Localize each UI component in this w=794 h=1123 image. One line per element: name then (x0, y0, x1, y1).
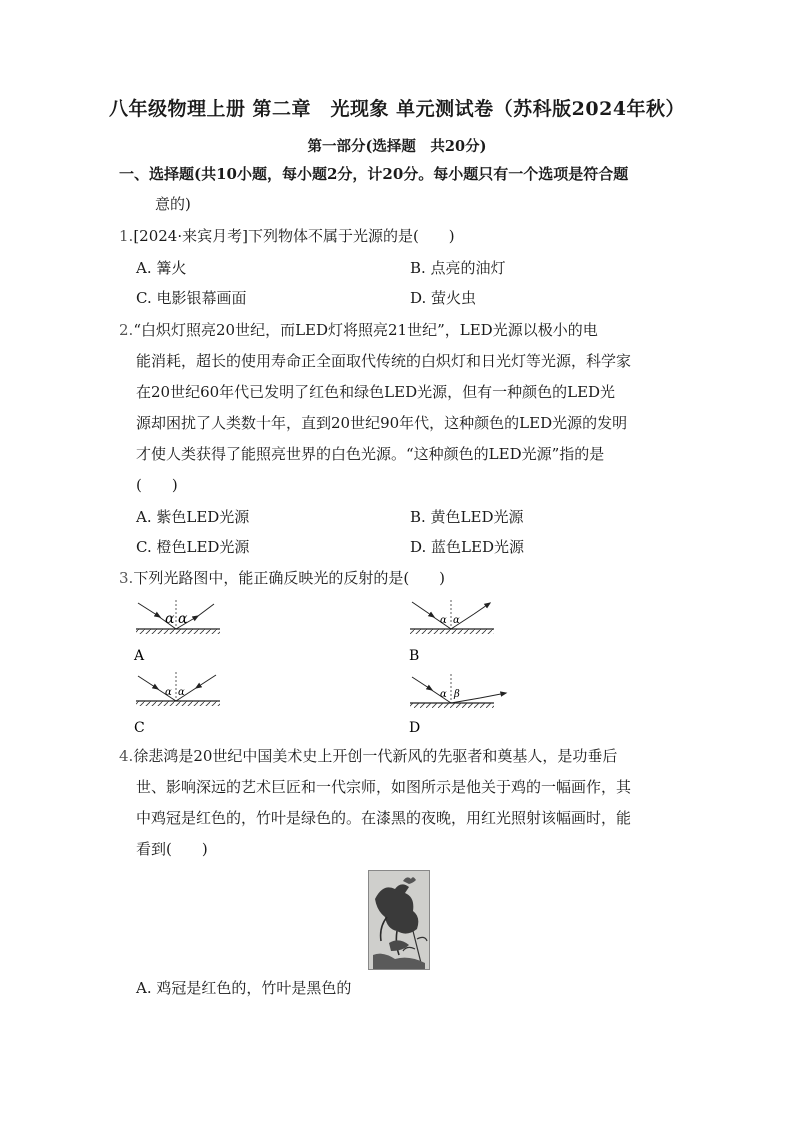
part-heading: 第一部分(选择题 共20分) (307, 138, 487, 155)
question-2-line-5: 才使人类获得了能照亮世界的白色光源。“这种颜色的LED光源”指的是 (136, 445, 605, 463)
question-4-line-1 (119, 746, 617, 766)
q1-option-c[interactable]: C. 电影银幕画面 (136, 289, 247, 307)
rooster-painting-image (368, 870, 430, 970)
q1-option-d[interactable]: D. 萤火虫 (410, 289, 477, 307)
q1-option-a[interactable]: A. 篝火 (136, 259, 187, 277)
question-4-line-2: 世、影响深远的艺术巨匠和一代宗师，如图所示是他关于鸡的一幅画作，其 (136, 778, 632, 796)
question-stem: [2024·来宾月考]下列物体不属于光源的是( ) (133, 227, 455, 245)
angle-label: α (453, 615, 460, 626)
q2-option-c[interactable]: C. 橙色LED光源 (136, 538, 250, 556)
question-2-line-3: 在20世纪60年代已发明了红色和绿色LED光源，但有一种颜色的LED光 (136, 383, 616, 401)
q2-option-d[interactable]: D. 蓝色LED光源 (410, 538, 524, 556)
question-number: 3. (119, 569, 134, 587)
question-2-line-6: ( ) (136, 476, 178, 494)
q2-option-a[interactable]: A. 紫色LED光源 (136, 508, 250, 526)
angle-label: α (440, 689, 447, 700)
diagram-b[interactable] (410, 600, 494, 634)
diagram-d[interactable] (410, 674, 506, 708)
diagram-a[interactable] (136, 600, 220, 634)
incident-ray (138, 603, 160, 617)
q4-option-a[interactable]: A. 鸡冠是红色的，竹叶是黑色的 (136, 979, 352, 997)
question-text: 徐悲鸿是20世纪中国美术史上开创一代新风的先驱者和奠基人，是功垂后 (133, 747, 618, 765)
q2-option-b[interactable]: B. 黄色LED光源 (410, 508, 524, 526)
q1-option-b[interactable]: B. 点亮的油灯 (410, 259, 506, 277)
diagram-c[interactable] (136, 672, 220, 706)
question-number: 4. (119, 747, 134, 765)
question-number: 2. (119, 321, 134, 339)
question-stem: 下列光路图中，能正确反映光的反射的是( ) (133, 569, 446, 587)
question-4-line-4: 看到( ) (136, 840, 208, 858)
question-number: 1. (119, 227, 134, 245)
question-2-line-2: 能消耗，超长的使用寿命正全面取代传统的白炽灯和日光灯等光源，科学家 (136, 352, 632, 370)
page-title: 八年级物理上册 第二章 光现象 单元测试卷（苏科版2024年秋） (108, 98, 686, 120)
diagram-c-label: C (134, 720, 145, 736)
diagram-b-label: B (409, 648, 420, 664)
angle-label: α (165, 687, 172, 698)
question-2-line-4: 源却困扰了人类数十年，直到20世纪90年代，这种颜色的LED光源的发明 (136, 414, 628, 432)
question-text: “白炽灯照亮20世纪，而LED灯将照亮21世纪”，LED光源以极小的电 (133, 321, 598, 339)
mirror-hatch (136, 629, 220, 634)
section-heading-line2: 意的) (155, 195, 191, 213)
angle-label: α (165, 611, 175, 627)
diagram-d-label: D (409, 720, 421, 736)
angle-label: α (440, 615, 447, 626)
angle-label: α (178, 611, 188, 627)
question-4-line-3: 中鸡冠是红色的，竹叶是绿色的。在漆黑的夜晚，用红光照射该幅画时，能 (136, 809, 632, 827)
angle-label: β (454, 689, 460, 700)
section-heading-line1: 一、选择题(共10小题，每小题2分，计20分。每小题只有一个选项是符合题 (119, 165, 629, 183)
angle-label: α (178, 687, 185, 698)
diagram-a-label: A (134, 648, 145, 664)
